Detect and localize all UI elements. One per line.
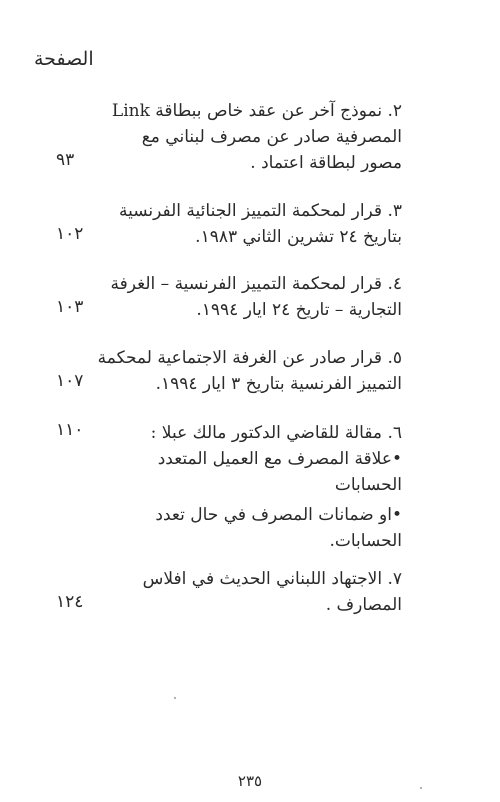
toc-entry-line: المصرفية صادر عن مصرف لبناني مع xyxy=(141,127,402,147)
page-column-header: الصفحة xyxy=(34,48,94,70)
toc-entry-line: ٥. قرار صادر عن الغرفة الاجتماعية لمحكمة xyxy=(97,348,402,368)
toc-entry-line: التجارية – تاريخ ٢٤ ايار ١٩٩٤. xyxy=(196,300,402,320)
toc-entry-line: ٣. قرار لمحكمة التمييز الجنائية الفرنسية xyxy=(119,201,402,221)
toc-entry-line: ٦. مقالة للقاضي الدكتور مالك عبلا : xyxy=(150,423,402,443)
toc-page-number: ٩٣ xyxy=(56,150,75,170)
toc-entry-text xyxy=(102,420,402,554)
toc-entry-line: مصور لبطاقة اعتماد . xyxy=(250,153,402,173)
toc-entry-line: المصارف . xyxy=(325,595,402,615)
toc-page-number: ١٠٣ xyxy=(56,297,84,317)
toc-entry-text xyxy=(97,345,402,397)
toc-entry-line: ٢. نموذج آخر عن عقد خاص ببطاقة Link xyxy=(111,101,402,121)
toc-entry-line: بتاريخ ٢٤ تشرين الثاني ١٩٨٣. xyxy=(195,227,402,247)
toc-entry-line: الحسابات. xyxy=(329,531,402,551)
toc-entry-line: التمييز الفرنسية بتاريخ ٣ ايار ١٩٩٤. xyxy=(155,374,402,394)
toc-entry-line: •علاقة المصرف مع العميل المتعدد xyxy=(157,449,402,469)
toc-entry-text xyxy=(102,198,402,250)
toc-page-number: ١٠٢ xyxy=(56,224,84,244)
toc-entry-line: الحسابات xyxy=(334,475,402,495)
toc-entry-line: ٤. قرار لمحكمة التمييز الفرنسية – الغرفة xyxy=(110,274,402,294)
toc-entry-text xyxy=(102,566,402,618)
toc-entry-line: •او ضمانات المصرف في حال تعدد xyxy=(155,505,402,525)
toc-page-number: ١١٠ xyxy=(56,420,84,440)
toc-page-number: ١٠٧ xyxy=(56,371,84,391)
toc-entry-text xyxy=(102,271,402,323)
page-number-footer: ٢٣٥ xyxy=(237,772,263,790)
toc-entry-line: ٧. الاجتهاد اللبناني الحديث في افلاس xyxy=(142,569,402,589)
toc-page-number: ١٢٤ xyxy=(56,592,84,612)
toc-entry-text xyxy=(102,98,402,176)
scan-speck xyxy=(174,697,176,699)
